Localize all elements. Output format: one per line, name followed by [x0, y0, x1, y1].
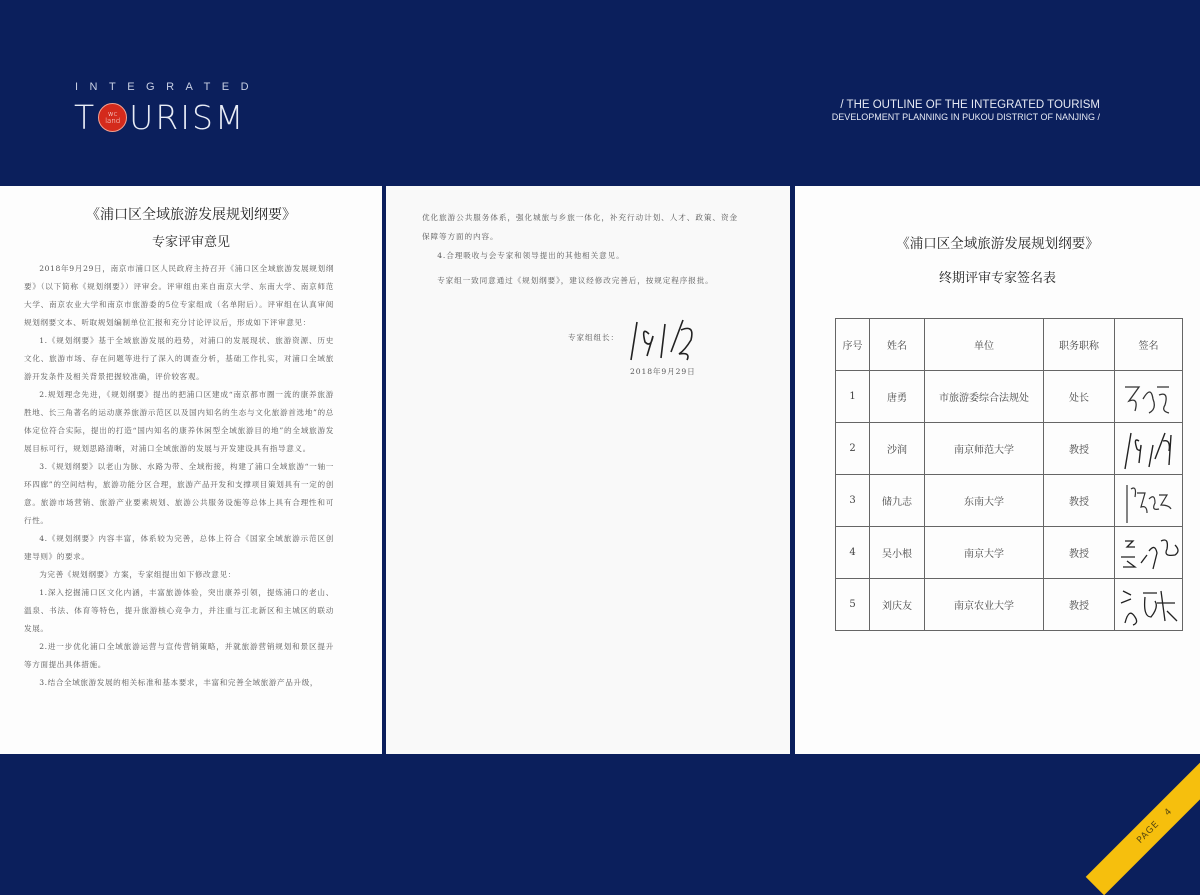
- paragraph: 优化旅游公共服务体系，强化城旅与乡旅一体化，补充行动计划、人才、政策、资金保障等方面的内容。: [422, 213, 738, 241]
- doc3-title: 《浦口区全域旅游发展规划纲要》: [896, 236, 1099, 252]
- paragraph: 2.进一步优化浦口全域旅游运营与宣传营销策略，并就旅游营销规划和景区提升等方面提出具体措施。: [24, 642, 334, 669]
- outline-line-1: / THE OUTLINE OF THE INTEGRATED TOURISM: [840, 99, 1100, 111]
- header-signature: 签名: [1115, 319, 1183, 371]
- row-signature: [1115, 527, 1183, 579]
- header-unit: 单位: [925, 319, 1044, 371]
- paragraph: 4.合理吸收与会专家和领导提出的其他相关意见。: [437, 251, 625, 260]
- leader-label: 专家组组长：: [568, 333, 619, 342]
- paragraph: 2018年9月29日，南京市浦口区人民政府主持召开《浦口区全域旅游发展规划纲要》（以下简称《规划纲要》）评审会。评审组由来自南京大学、东南大学、南京师范大学、南京农业大学和南京市旅游委的5位专家组成（名单附后）。评审组在认真审阅规划纲要文本、听取规划编制单位汇报和充分讨论评议后，形成如下评审意见：: [24, 264, 334, 327]
- expert-review-page-1: [0, 186, 382, 754]
- header-no: 序号: [836, 319, 870, 371]
- logo-text-right: URISM: [129, 98, 246, 137]
- row-no: 2: [836, 423, 870, 475]
- row-signature: [1115, 423, 1183, 475]
- row-title: 处长: [1044, 371, 1115, 423]
- paragraph: 为完善《规划纲要》方案，专家组提出如下修改意见：: [39, 570, 236, 579]
- paragraph: 4.《规划纲要》内容丰富，体系较为完善，总体上符合《国家全域旅游示范区创建导则》的要求。: [24, 534, 334, 561]
- expert-review-page-2: [386, 186, 790, 754]
- leader-signature: [621, 314, 716, 362]
- row-unit: 市旅游委综合法规处: [925, 371, 1044, 423]
- outline-line-2: DEVELOPMENT PLANNING IN PUKOU DISTRICT OF NANJING /: [831, 112, 1100, 122]
- row-no: 3: [836, 475, 870, 527]
- row-signature: [1115, 475, 1183, 527]
- row-no: 5: [836, 579, 870, 631]
- row-unit: 南京农业大学: [925, 579, 1044, 631]
- row-title: 教授: [1044, 579, 1115, 631]
- doc1-title: 《浦口区全域旅游发展规划纲要》: [86, 207, 296, 223]
- row-name: 刘庆友: [870, 579, 925, 631]
- page-label: PAGE: [1135, 819, 1162, 846]
- table-row: [836, 527, 1183, 579]
- handwritten-signature: [1119, 427, 1179, 471]
- table-row: [836, 579, 1183, 631]
- handwritten-signature: [1117, 531, 1181, 575]
- logo-badge-top: wc: [107, 109, 118, 118]
- row-name: 吴小根: [870, 527, 925, 579]
- doc2-body: [422, 208, 738, 290]
- doc1-subtitle: 专家评审意见: [151, 235, 230, 250]
- row-no: 4: [836, 527, 870, 579]
- table-header-row: [836, 319, 1183, 371]
- row-signature: [1115, 371, 1183, 423]
- outline-title: [832, 99, 1100, 122]
- handwritten-signature: [1119, 479, 1179, 523]
- logo-text-left: T: [74, 98, 97, 137]
- row-unit: 东南大学: [925, 475, 1044, 527]
- table-row: [836, 423, 1183, 475]
- logo-badge-icon: [98, 103, 127, 132]
- expert-signature-table: [835, 318, 1183, 631]
- signature-sheet-page: [795, 186, 1200, 754]
- row-no: 1: [836, 371, 870, 423]
- doc1-body: [24, 260, 334, 692]
- logo-badge-bottom: land: [105, 116, 121, 125]
- doc2-date: 2018年9月29日: [630, 367, 696, 376]
- paragraph: 3.《规划纲要》以老山为脉、水路为带、全域衔接，构建了浦口全域旅游“一轴一环四廊”的空间结构，旅游功能分区合理，旅游产品开发和支撑项目策划具有一定的创意。旅游市场营销、旅游产业要素规划、旅游公共服务设施等总体上具有合理性和可行性。: [24, 462, 334, 525]
- page-number-tab: [1086, 757, 1200, 895]
- row-name: 沙润: [870, 423, 925, 475]
- paragraph: 专家组一致同意通过《规划纲要》，建议经修改完善后，按规定程序报批。: [437, 276, 714, 285]
- row-title: 教授: [1044, 423, 1115, 475]
- paragraph: 1.深入挖掘浦口区文化内涵，丰富旅游体验，突出康养引领，提炼浦口的老山、温泉、书法、体育等特色，提升旅游核心竞争力，并注重与江北新区和主城区的联动发展。: [24, 588, 334, 633]
- row-signature: [1115, 579, 1183, 631]
- table-row: [836, 371, 1183, 423]
- header-name: 姓名: [870, 319, 925, 371]
- row-name: 储九志: [870, 475, 925, 527]
- table-row: [836, 475, 1183, 527]
- logo: [74, 98, 245, 137]
- row-unit: 南京师范大学: [925, 423, 1044, 475]
- paragraph: 2.规划理念先进，《规划纲要》提出的把浦口区建成“南京都市圈一流的康养旅游胜地、长三角著名的运动康养旅游示范区以及国内知名的生态与文化旅游首选地”的总体定位符合实际，提出的打造“国内知名的康养休闲型全域旅游目的地”的全域旅游发展目标可行，规划思路清晰，对浦口全域旅游的发展与开发建设具有指导意义。: [24, 390, 334, 453]
- paragraph: 3.结合全域旅游发展的相关标准和基本要求，丰富和完善全域旅游产品升级，: [39, 678, 319, 687]
- header-title: 职务职称: [1044, 319, 1115, 371]
- handwritten-signature: [1119, 377, 1179, 417]
- logo-tagline: INTEGRATED: [75, 81, 261, 93]
- handwritten-signature: [1117, 583, 1181, 627]
- row-unit: 南京大学: [925, 527, 1044, 579]
- paragraph: 1.《规划纲要》基于全域旅游发展的趋势，对浦口的发展现状、旅游资源、历史文化、旅游市场、存在问题等进行了深入的调查分析，基础工作扎实，对浦口全域旅游开发条件及相关背景把握较准确，评价较客观。: [24, 336, 334, 381]
- row-title: 教授: [1044, 475, 1115, 527]
- doc3-subtitle: 终期评审专家签名表: [938, 271, 1056, 286]
- row-name: 唐勇: [870, 371, 925, 423]
- page-number: 4: [1162, 806, 1175, 819]
- row-title: 教授: [1044, 527, 1115, 579]
